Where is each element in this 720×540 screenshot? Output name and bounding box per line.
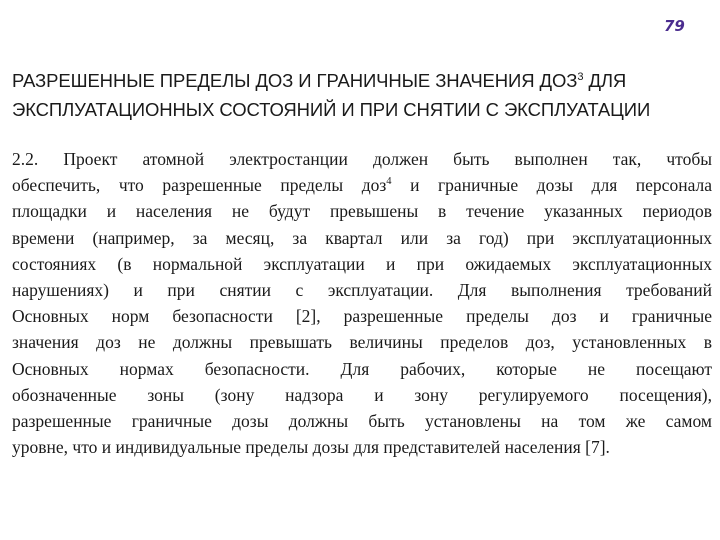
paragraph-line: 2.2. Проект атомной электростанции должен быть выполнен так, чтобы	[12, 149, 712, 169]
paragraph-line: нарушениях) и при снятии с эксплуатации. Для выполнения требований	[12, 280, 712, 301]
paragraph-line: разрешенные граничные дозы должны быть установлены на том же самом	[12, 411, 712, 432]
paragraph-2-2	[12, 146, 712, 460]
heading-line-2: ЭКСПЛУАТАЦИОННЫХ СОСТОЯНИЙ И ПРИ СНЯТИИ С ЭКСПЛУАТАЦИИ	[12, 99, 651, 120]
paragraph-line-text: и граничные дозы для персонала	[391, 175, 712, 196]
page-number: 79	[664, 17, 685, 35]
paragraph-line: уровне, что и индивидуальные пределы дозы для представителей населения [7].	[12, 437, 610, 458]
paragraph-line: Основных норм безопасности [2], разрешенные пределы доз и граничные	[12, 306, 712, 327]
paragraph-line: Основных нормах безопасности. Для рабочих, которые не посещают	[12, 358, 712, 379]
heading-line-1	[12, 66, 712, 95]
paragraph-line: площадки и населения не будут превышены в течение указанных периодов	[12, 201, 712, 222]
paragraph-line	[12, 172, 712, 198]
footnote-ref-3: 3	[577, 70, 584, 83]
heading-line-1-end: ДЛЯ	[583, 70, 627, 91]
paragraph-line: значения доз не должны превышать величины пределов доз, установленных в	[12, 332, 712, 353]
section-heading	[12, 66, 712, 124]
paragraph-line: состояниях (в нормальной эксплуатации и при ожидаемых эксплуатационных	[12, 253, 712, 274]
paragraph-line: времени (например, за месяц, за квартал или за год) при эксплуатационных	[12, 227, 712, 248]
paragraph-line-text: обеспечить, что разрешенные пределы доз	[12, 175, 387, 196]
paragraph-line: обозначенные зоны (зону надзора и зону регулируемого посещения),	[12, 384, 712, 405]
heading-line-1-text: РАЗРЕШЕННЫЕ ПРЕДЕЛЫ ДОЗ И ГРАНИЧНЫЕ ЗНАЧЕНИЯ ДОЗ	[12, 70, 578, 91]
footnote-ref-4: 4	[386, 176, 392, 188]
